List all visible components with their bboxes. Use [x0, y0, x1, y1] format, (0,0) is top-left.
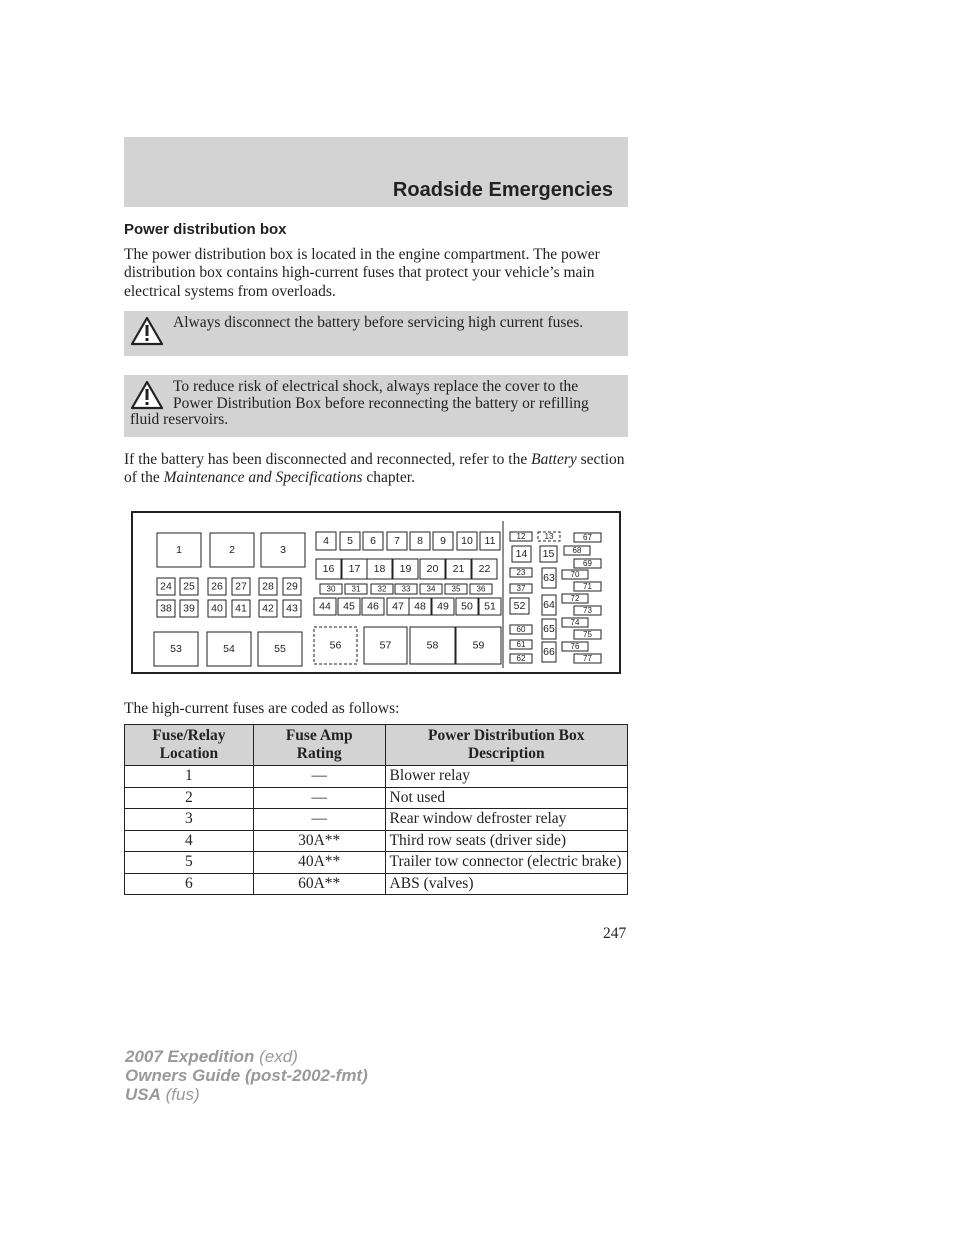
fuse-label: 57 [379, 639, 392, 652]
fuse-25 [180, 578, 198, 595]
footer [125, 1047, 368, 1104]
table-row [125, 873, 628, 895]
fuse-63 [542, 568, 556, 588]
fuse-58 [410, 627, 455, 664]
fuse-label: 72 [570, 594, 580, 603]
fuse-18 [367, 559, 392, 579]
battery-ref-battery: Battery [531, 451, 577, 468]
fuse-label: 47 [392, 600, 404, 613]
fuse-19 [393, 559, 418, 579]
fuse-64 [542, 595, 556, 615]
warning-box-1 [124, 311, 628, 356]
fuse-label: 51 [484, 600, 496, 613]
fuse-label: 18 [373, 563, 386, 575]
fuse-label: 76 [570, 642, 580, 651]
fuse-label: 3 [280, 544, 286, 556]
fuse-5 [340, 532, 360, 550]
fuse-38 [157, 600, 175, 617]
fuse-3 [261, 533, 305, 567]
cell-amp: 30A** [253, 830, 385, 852]
fuse-label: 43 [286, 602, 298, 615]
cell-amp: — [253, 766, 385, 788]
warning-text-2: To reduce risk of electrical shock, always replace the cover to the Power Distribution Box before reconnecting the battery or refilling fluid reservoirs. [130, 378, 589, 428]
table-header-row [125, 725, 628, 766]
fuse-51 [479, 598, 501, 615]
fuse-label: 63 [543, 572, 555, 584]
fuse-label: 42 [262, 602, 274, 615]
fuse-label: 77 [583, 654, 592, 663]
fuse-59 [456, 627, 501, 664]
cell-description: Third row seats (driver side) [385, 830, 627, 852]
fuse-44 [314, 598, 336, 615]
footer-line-3: USA (fus) [125, 1085, 200, 1104]
fuse-label: 32 [377, 584, 387, 594]
fuse-label: 35 [451, 584, 461, 594]
fuse-34 [420, 584, 442, 594]
fuse-label: 31 [351, 584, 361, 594]
fuse-label: 1 [176, 544, 182, 556]
fuse-label: 56 [329, 639, 342, 652]
fuse-23 [510, 568, 532, 577]
fuse-33 [395, 584, 417, 594]
footer-line-2: Owners Guide (post-2002-fmt) [125, 1066, 368, 1085]
fuse-label: 12 [516, 532, 526, 541]
fuse-24 [157, 578, 175, 595]
fuse-61 [510, 640, 532, 649]
fuse-label: 21 [452, 563, 465, 575]
cell-description: Blower relay [385, 766, 627, 788]
column-header-description: Power Distribution Box Description [385, 725, 627, 766]
fuse-54 [207, 632, 251, 666]
fuse-12 [510, 532, 532, 541]
fuse-16 [316, 559, 341, 579]
fuse-55 [258, 632, 302, 666]
cell-description: ABS (valves) [385, 873, 627, 895]
battery-ref-text: section of the [124, 451, 625, 487]
fuse-36 [470, 584, 492, 594]
fuse-7 [387, 532, 407, 550]
battery-ref-text: chapter. [362, 469, 415, 487]
warning-box-2 [124, 375, 628, 437]
fuse-72 [562, 594, 588, 603]
fuse-label: 17 [348, 563, 361, 575]
fuse-6 [363, 532, 383, 550]
page-number: 247 [603, 925, 627, 942]
fuse-label: 26 [211, 580, 223, 593]
fuse-label: 60 [516, 625, 526, 634]
fuse-label: 70 [570, 570, 580, 579]
fuse-label: 10 [461, 535, 473, 547]
fuse-label: 53 [170, 643, 182, 655]
fuse-label: 6 [370, 535, 376, 547]
fuse-22 [472, 559, 497, 579]
cell-amp: — [253, 809, 385, 831]
fuse-label: 69 [583, 559, 592, 568]
fuse-57 [364, 627, 407, 664]
table-intro: The high-current fuses are coded as follows: [124, 700, 400, 717]
fuse-label: 65 [543, 623, 555, 635]
fuse-27 [232, 578, 250, 595]
fuse-17 [342, 559, 367, 579]
table-row [125, 766, 628, 788]
fuse-73 [574, 606, 601, 615]
battery-ref-text: If the battery has been disconnected and reconnected, refer to the [124, 451, 532, 468]
fuse-26 [208, 578, 226, 595]
fuse-label: 71 [583, 582, 592, 591]
fuse-label: 25 [183, 580, 195, 593]
fuse-label: 27 [235, 580, 247, 593]
header-band [124, 137, 628, 207]
cell-location: 4 [125, 830, 254, 852]
footer-line-1: 2007 Expedition (exd) [125, 1047, 298, 1066]
warning-triangle-icon [130, 380, 164, 410]
fuse-label: 44 [319, 600, 331, 613]
cell-location: 5 [125, 852, 254, 874]
fuse-9 [433, 532, 453, 550]
cell-description: Trailer tow connector (electric brake) [385, 852, 627, 874]
fuse-label: 36 [476, 584, 486, 594]
fuse-label: 29 [286, 580, 298, 593]
fuse-49 [432, 598, 454, 615]
fuse-label: 5 [347, 535, 353, 547]
fuse-60 [510, 625, 532, 634]
fuse-label: 2 [229, 544, 235, 556]
fuse-56 [314, 627, 357, 664]
fuse-table [124, 724, 628, 895]
fuse-43 [283, 600, 301, 617]
table-row [125, 830, 628, 852]
fuse-label: 28 [262, 580, 274, 593]
cell-location: 1 [125, 766, 254, 788]
fuse-53 [154, 632, 198, 666]
fuse-label: 61 [516, 640, 526, 649]
fuse-label: 54 [223, 643, 235, 655]
fuse-label: 45 [343, 600, 355, 613]
fuse-label: 46 [367, 600, 379, 613]
chapter-title: Roadside Emergencies [392, 179, 613, 201]
fuse-42 [259, 600, 277, 617]
fuse-label: 34 [426, 584, 436, 594]
fuse-29 [283, 578, 301, 595]
fuse-label: 7 [394, 535, 400, 547]
fuse-label: 55 [274, 643, 286, 655]
fuse-48 [409, 598, 431, 615]
fuse-65 [542, 619, 556, 639]
fuse-20 [420, 559, 445, 579]
fuse-35 [445, 584, 467, 594]
fuse-label: 66 [543, 646, 555, 658]
fuse-66 [542, 642, 556, 662]
fuse-11 [480, 532, 500, 550]
fuse-label: 52 [513, 600, 526, 612]
fuse-32 [371, 584, 393, 594]
battery-ref-maintenance: Maintenance and Specifications [163, 469, 363, 487]
fuse-label: 49 [437, 600, 449, 613]
fuse-10 [457, 532, 477, 550]
fuse-label: 75 [583, 630, 592, 639]
fuse-label: 24 [160, 580, 172, 593]
fuse-74 [562, 618, 588, 627]
fuse-68 [564, 546, 590, 555]
fuse-75 [574, 630, 601, 639]
fuse-label: 15 [542, 548, 555, 560]
fuse-label: 48 [414, 600, 426, 613]
table-row [125, 852, 628, 874]
fuse-8 [410, 532, 430, 550]
fuse-label: 9 [440, 535, 446, 547]
fuse-label: 23 [516, 568, 526, 577]
warning-text-1: Always disconnect the battery before servicing high current fuses. [173, 314, 584, 331]
fuse-label: 16 [322, 563, 335, 575]
fuse-label: 19 [399, 563, 412, 575]
fuse-label: 22 [478, 563, 491, 575]
fuse-2 [210, 533, 254, 567]
fuse-31 [345, 584, 367, 594]
fuse-69 [574, 559, 601, 568]
fuse-77 [574, 654, 601, 663]
cell-description: Rear window defroster relay [385, 809, 627, 831]
fuse-label: 64 [543, 599, 555, 611]
fuse-67 [574, 533, 601, 542]
fuse-label: 33 [401, 584, 411, 594]
fuse-label: 67 [583, 533, 592, 542]
fuse-label: 8 [417, 535, 423, 547]
fuse-label: 37 [516, 584, 526, 593]
warning-triangle-icon [130, 316, 164, 346]
fuse-label: 4 [323, 535, 329, 547]
cell-amp: 40A** [253, 852, 385, 874]
fuse-label: 40 [211, 602, 223, 615]
fuse-label: 30 [326, 584, 336, 594]
table-row [125, 809, 628, 831]
fuse-label: 38 [160, 602, 172, 615]
fuse-label: 14 [515, 548, 528, 560]
fuse-label: 20 [426, 563, 439, 575]
fuse-label: 74 [570, 618, 580, 627]
fuse-50 [456, 598, 478, 615]
fuse-diagram-svg [133, 513, 623, 676]
cell-location: 6 [125, 873, 254, 895]
fuse-40 [208, 600, 226, 617]
table-row [125, 787, 628, 809]
fuse-13 [538, 532, 560, 541]
fuse-label: 73 [583, 606, 592, 615]
fuse-30 [320, 584, 342, 594]
power-distribution-box-diagram [131, 511, 621, 674]
fuse-52 [510, 598, 529, 614]
fuse-45 [338, 598, 360, 615]
fuse-39 [180, 600, 198, 617]
cell-amp: 60A** [253, 873, 385, 895]
battery-reference-paragraph [124, 451, 628, 488]
fuse-70 [562, 570, 588, 579]
cell-location: 3 [125, 809, 254, 831]
section-title: Power distribution box [124, 221, 287, 238]
fuse-76 [562, 642, 588, 651]
fuse-41 [232, 600, 250, 617]
fuse-label: 13 [544, 532, 554, 541]
cell-amp: — [253, 787, 385, 809]
fuse-label: 59 [472, 639, 485, 652]
fuse-46 [362, 598, 384, 615]
fuse-label: 50 [461, 600, 473, 613]
fuse-label: 62 [516, 654, 526, 663]
fuse-47 [387, 598, 409, 615]
fuse-62 [510, 654, 532, 663]
intro-paragraph: The power distribution box is located in the engine compartment. The power distribution box contains high-current fuses that protect your vehicle’s main electrical systems from overloads. [124, 246, 600, 300]
column-header-location: Fuse/Relay Location [125, 725, 254, 766]
fuse-28 [259, 578, 277, 595]
fuse-label: 39 [183, 602, 195, 615]
cell-location: 2 [125, 787, 254, 809]
fuse-14 [512, 546, 531, 562]
fuse-label: 11 [484, 535, 496, 547]
fuse-1 [157, 533, 201, 567]
cell-description: Not used [385, 787, 627, 809]
fuse-37 [510, 584, 532, 593]
fuse-label: 41 [235, 602, 247, 615]
fuse-label: 58 [426, 639, 439, 652]
fuse-4 [316, 532, 336, 550]
fuse-label: 68 [572, 546, 582, 555]
fuse-21 [446, 559, 471, 579]
fuse-15 [540, 546, 557, 562]
column-header-amp: Fuse Amp Rating [253, 725, 385, 766]
fuse-71 [574, 582, 601, 591]
